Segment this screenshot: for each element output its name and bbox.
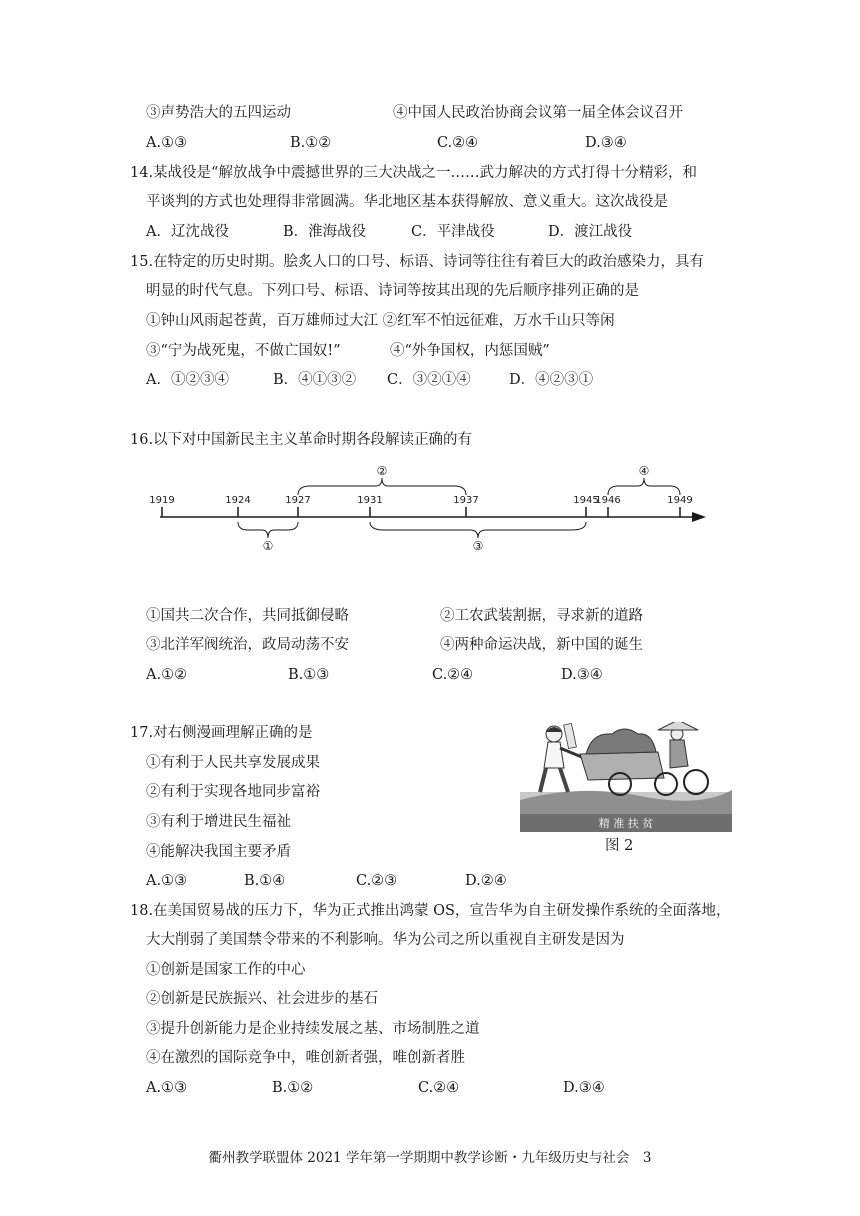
q17-item-2: ②有利于实现各地同步富裕 xyxy=(146,784,320,800)
q18-item-2: ②创新是民族振兴、社会进步的基石 xyxy=(146,991,378,1007)
figure-caption: 图 2 xyxy=(605,838,634,854)
bracket-label-4: ④ xyxy=(638,464,650,478)
q14-choice-d: D．渡江战役 xyxy=(548,224,633,240)
q16-item-1: ①国共二次合作，共同抵御侵略 xyxy=(146,608,349,624)
q17-item-1: ①有利于人民共享发展成果 xyxy=(146,755,320,771)
q15-choice-a: A．①②③④ xyxy=(146,372,229,388)
bracket-1946-1949 xyxy=(608,478,680,495)
sign-board xyxy=(564,723,577,748)
q14-stem-line-2: 平谈判的方式也处理得非常圆满。华北地区基本获得解放、意义重大。这次战役是 xyxy=(146,194,668,210)
cyclist-hat xyxy=(658,722,698,730)
q13-choice-d: D.③④ xyxy=(585,135,627,151)
bracket-1931-1945 xyxy=(370,522,586,538)
q15-choice-b: B．④①③② xyxy=(273,372,357,388)
q15-item-3: ③“宁为战死鬼，不做亡国奴!” xyxy=(146,343,341,359)
q16-stem: 16.以下对中国新民主主义革命时期各段解读正确的有 xyxy=(130,432,473,448)
q15-items-row-1: ①钟山风雨起苍黄，百万雄师过大江 ②红军不怕远征难，万水千山只等闲 xyxy=(146,313,615,329)
q14-stem-line-1: 14.某战役是“解放战争中震撼世界的三大决战之一……武力解决的方式打得十分精彩，和 xyxy=(130,165,697,181)
q18-choice-d: D.③④ xyxy=(563,1080,605,1096)
q13-option-3: ③声势浩大的五四运动 xyxy=(146,105,291,121)
q17-choice-b: B.①④ xyxy=(244,873,286,889)
bike-wheel-back xyxy=(655,773,677,795)
q16-choice-a: A.①② xyxy=(146,667,188,683)
q18-stem-line-1: 18.在美国贸易战的压力下，华为正式推出鸿蒙 OS，宣告华为自主研发操作系统的全面落地， xyxy=(130,903,731,919)
q15-stem-line-2: 明显的时代气息。下列口号、标语、诗词等按其出现的先后顺序排列正确的是 xyxy=(146,283,639,299)
q17-item-3: ③有利于增进民生福祉 xyxy=(146,814,291,830)
q16-choice-b: B.①③ xyxy=(288,667,330,683)
bracket-1924-1927 xyxy=(238,522,298,538)
cyclist-body xyxy=(670,740,688,768)
page-footer: 衢州教学联盟体 2021 学年第一学期期中教学诊断・九年级历史与社会 3 xyxy=(208,1150,652,1166)
q13-choice-c: C.②④ xyxy=(437,135,479,151)
q16-choice-c: C.②④ xyxy=(432,667,474,683)
q18-item-4: ④在激烈的国际竞争中，唯创新者强，唯创新者胜 xyxy=(146,1050,465,1066)
year-label-1931: 1931 xyxy=(357,495,383,506)
man-legs xyxy=(540,768,568,792)
q16-choice-d: D.③④ xyxy=(561,667,603,683)
q18-choice-a: A.①③ xyxy=(146,1080,188,1096)
poverty-alleviation-cartoon xyxy=(520,722,732,832)
q16-item-2: ②工农武装割据，寻求新的道路 xyxy=(440,608,643,624)
year-label-1927: 1927 xyxy=(285,495,311,506)
bike-wheel-front xyxy=(684,770,708,794)
q15-stem-line-1: 15.在特定的历史时期。脍炙人口的口号、标语、诗词等往往有着巨大的政治感染力，具有 xyxy=(130,254,705,270)
q17-stem: 17.对右侧漫画理解正确的是 xyxy=(130,725,313,741)
q15-choice-d: D．④②③① xyxy=(509,372,594,388)
bracket-1927-1937 xyxy=(298,478,466,495)
bracket-label-3: ③ xyxy=(472,539,484,553)
cart-body xyxy=(580,752,664,780)
year-label-1919: 1919 xyxy=(149,495,175,506)
timeline-diagram xyxy=(140,462,720,554)
q16-item-4: ④两种命运决战，新中国的诞生 xyxy=(440,637,643,653)
timeline-arrowhead xyxy=(692,512,706,522)
year-label-1945: 1945 xyxy=(573,495,599,506)
q17-choice-a: A.①③ xyxy=(146,873,188,889)
q18-stem-line-2: 大大削弱了美国禁令带来的不利影响。华为公司之所以重视自主研发是因为 xyxy=(146,932,625,948)
q18-choice-b: B.①② xyxy=(272,1080,314,1096)
q16-item-3: ③北洋军阀统治，政局动荡不安 xyxy=(146,637,349,653)
luggage-pile xyxy=(586,729,656,754)
q15-item-4: ④“外争国权，内惩国贼” xyxy=(390,343,550,359)
q14-choice-a: A．辽沈战役 xyxy=(146,224,229,240)
year-label-1949: 1949 xyxy=(667,495,693,506)
bracket-label-2: ② xyxy=(376,464,388,478)
q14-choice-c: C．平津战役 xyxy=(411,224,495,240)
cartoon-banner-text: 精 准 扶 贫 xyxy=(598,817,654,830)
year-label-1937: 1937 xyxy=(453,495,479,506)
q18-item-1: ①创新是国家工作的中心 xyxy=(146,962,306,978)
year-label-1924: 1924 xyxy=(225,495,251,506)
q17-choice-d: D.②④ xyxy=(465,873,507,889)
q14-choice-b: B．淮海战役 xyxy=(283,224,367,240)
q13-choice-b: B.①② xyxy=(290,135,332,151)
q17-item-4: ④能解决我国主要矛盾 xyxy=(146,844,291,860)
q13-choice-a: A.①③ xyxy=(146,135,188,151)
bracket-label-1: ① xyxy=(262,539,274,553)
q13-option-4: ④中国人民政治协商会议第一届全体会议召开 xyxy=(393,105,683,121)
year-label-1946: 1946 xyxy=(595,495,621,506)
q18-choice-c: C.②④ xyxy=(418,1080,460,1096)
q15-choice-c: C．③②①④ xyxy=(387,372,471,388)
q17-choice-c: C.②③ xyxy=(356,873,398,889)
q18-item-3: ③提升创新能力是企业持续发展之基、市场制胜之道 xyxy=(146,1021,480,1037)
man-body xyxy=(544,742,564,768)
